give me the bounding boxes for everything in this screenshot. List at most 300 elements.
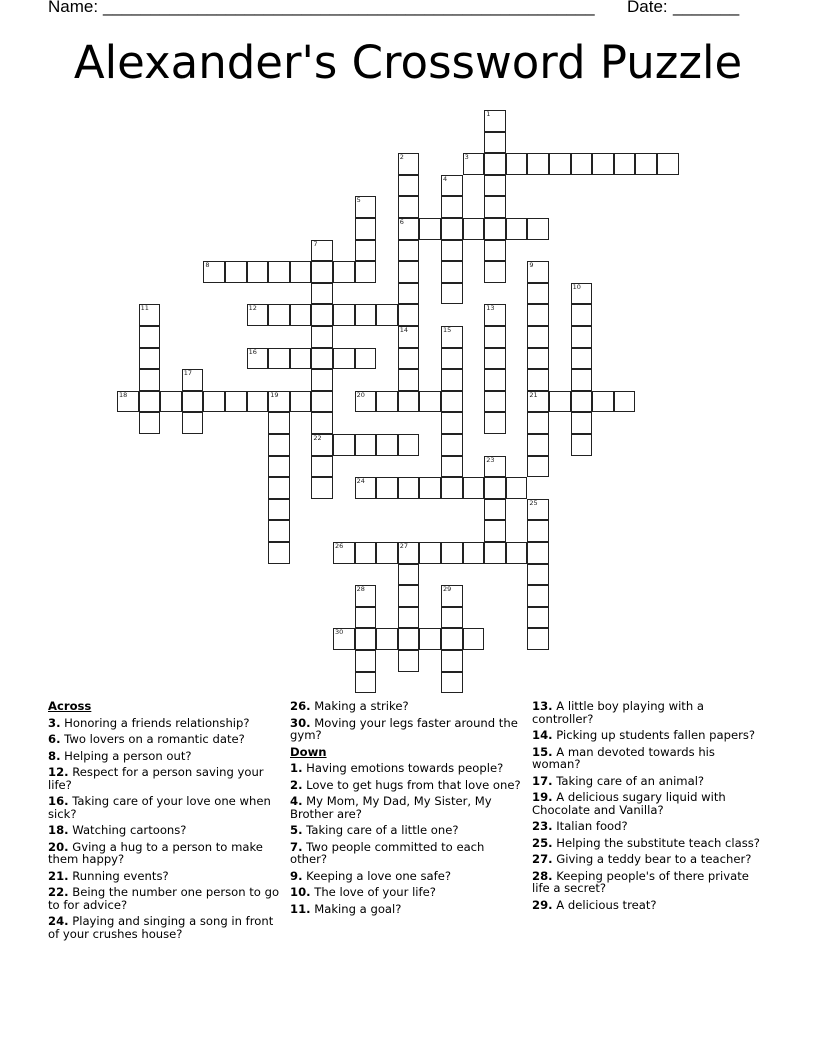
clue-item (48, 750, 280, 763)
grid-cell[interactable] (571, 391, 593, 413)
cell-number: 5 (356, 196, 361, 205)
grid-cell[interactable] (268, 304, 290, 326)
clues-column-2 (290, 700, 522, 919)
clue-text: Gving a hug to a person to make them happy? (48, 839, 263, 866)
grid-cell[interactable] (484, 175, 506, 197)
grid-cell[interactable] (441, 261, 463, 283)
grid-cell[interactable] (484, 348, 506, 370)
grid-cell[interactable] (333, 261, 355, 283)
grid-cell[interactable] (290, 261, 312, 283)
grid-cell[interactable] (117, 391, 139, 413)
grid-cell[interactable] (311, 456, 333, 478)
grid-cell[interactable] (203, 391, 225, 413)
grid-cell[interactable] (484, 110, 506, 132)
cell-number: 27 (399, 542, 409, 550)
grid-cell[interactable] (506, 542, 528, 564)
grid-cell[interactable] (527, 607, 549, 629)
grid-cell[interactable] (268, 412, 290, 434)
clue-item (48, 824, 280, 837)
clue-number: 27. (532, 852, 553, 866)
grid-cell[interactable] (376, 477, 398, 499)
grid-cell[interactable] (355, 628, 377, 650)
cell-number: 14 (399, 326, 409, 334)
clue-text: Love to get hugs from that love one? (306, 777, 521, 792)
grid-cell[interactable] (441, 218, 463, 240)
grid-cell[interactable] (484, 196, 506, 218)
grid-cell[interactable] (484, 326, 506, 348)
cell-number: 6 (399, 218, 404, 226)
grid-cell[interactable] (441, 240, 463, 262)
clue-item (48, 841, 280, 866)
clue-number: 15. (532, 744, 553, 759)
clue-text: Helping the substitute teach class? (556, 835, 760, 850)
clue-text: Two people committed to each other? (290, 839, 485, 866)
grid-cell[interactable] (441, 196, 463, 218)
grid-cell[interactable] (398, 391, 420, 413)
grid-cell[interactable] (527, 261, 549, 283)
grid-cell[interactable] (614, 153, 636, 175)
clue-item (532, 729, 764, 742)
grid-cell[interactable] (527, 520, 549, 542)
grid-cell[interactable] (398, 477, 420, 499)
grid-cell[interactable] (376, 628, 398, 650)
grid-cell[interactable] (333, 628, 355, 650)
grid-cell[interactable] (355, 607, 377, 629)
grid-cell[interactable] (527, 391, 549, 413)
grid-cell[interactable] (398, 434, 420, 456)
clue-number: 3. (48, 715, 61, 730)
clue-item (532, 746, 764, 771)
clue-item (48, 766, 280, 791)
grid-cell[interactable] (506, 218, 528, 240)
grid-cell[interactable] (268, 542, 290, 564)
name-label: Name: (48, 0, 99, 16)
cell-number: 29 (443, 585, 452, 594)
grid-cell[interactable] (527, 456, 549, 478)
clue-text: Helping a person out? (64, 748, 192, 763)
grid-cell[interactable] (247, 304, 269, 326)
clue-text: Watching cartoons? (72, 823, 187, 837)
cell-number: 17 (183, 369, 193, 378)
grid-cell[interactable] (139, 304, 161, 326)
clue-number: 29. (532, 897, 553, 912)
grid-cell[interactable] (441, 412, 463, 434)
grid-cell[interactable] (441, 456, 463, 478)
grid-cell[interactable] (419, 542, 441, 564)
grid-cell[interactable] (571, 304, 593, 326)
grid-cell[interactable] (398, 196, 420, 218)
grid-cell[interactable] (398, 564, 420, 586)
grid-cell[interactable] (376, 304, 398, 326)
grid-cell[interactable] (139, 412, 161, 434)
clue-item (48, 915, 280, 940)
clue-number: 23. (532, 819, 553, 833)
clue-text: Running events? (72, 868, 169, 883)
clue-number: 24. (48, 914, 69, 928)
grid-cell[interactable] (398, 261, 420, 283)
across-heading: Across (48, 699, 92, 713)
clue-text: Taking care of an animal? (556, 773, 705, 788)
cell-number: 28 (356, 585, 365, 594)
clue-number: 22. (48, 885, 69, 899)
grid-cell[interactable] (549, 153, 571, 175)
clue-item (290, 903, 522, 916)
clue-text: Making a goal? (314, 901, 402, 916)
clue-number: 12. (48, 765, 69, 779)
grid-cell[interactable] (268, 348, 290, 370)
grid-cell[interactable] (527, 218, 549, 240)
grid-cell[interactable] (376, 542, 398, 564)
grid-cell[interactable] (463, 628, 485, 650)
grid-cell[interactable] (268, 477, 290, 499)
clue-text: A little boy playing with a controller? (532, 699, 704, 726)
clue-text: Two lovers on a romantic date? (64, 732, 245, 746)
grid-cell[interactable] (441, 391, 463, 413)
grid-cell[interactable] (311, 434, 333, 456)
grid-cell[interactable] (441, 477, 463, 499)
grid-cell[interactable] (398, 348, 420, 370)
grid-cell[interactable] (484, 261, 506, 283)
clue-number: 18. (48, 823, 69, 837)
grid-cell[interactable] (441, 585, 463, 607)
grid-cell[interactable] (441, 348, 463, 370)
clue-text: The love of your life? (314, 885, 436, 899)
grid-cell[interactable] (484, 218, 506, 240)
clue-number: 25. (532, 835, 553, 850)
clue-number: 16. (48, 794, 69, 808)
grid-cell[interactable] (311, 283, 333, 305)
grid-cell[interactable] (311, 326, 333, 348)
grid-cell[interactable] (484, 240, 506, 262)
clue-item (532, 775, 764, 788)
clue-number: 7. (290, 839, 303, 854)
grid-cell[interactable] (160, 391, 182, 413)
clue-item (290, 795, 522, 820)
grid-cell[interactable] (571, 153, 593, 175)
grid-cell[interactable] (290, 304, 312, 326)
grid-cell[interactable] (376, 391, 398, 413)
cell-number: 23 (486, 455, 495, 464)
grid-cell[interactable] (139, 326, 161, 348)
grid-cell[interactable] (355, 542, 377, 564)
clue-text: Italian food? (556, 819, 628, 833)
grid-cell[interactable] (225, 391, 247, 413)
clue-item (290, 886, 522, 899)
clue-item (290, 824, 522, 837)
grid-cell[interactable] (527, 412, 549, 434)
cell-number: 4 (443, 174, 448, 183)
grid-cell[interactable] (398, 628, 420, 650)
clue-text: Taking care of your love one when sick? (48, 794, 271, 821)
grid-cell[interactable] (355, 196, 377, 218)
grid-cell[interactable] (203, 261, 225, 283)
grid-cell[interactable] (463, 542, 485, 564)
grid-cell[interactable] (398, 175, 420, 197)
clue-text: Having emotions towards people? (306, 761, 504, 775)
grid-cell[interactable] (614, 391, 636, 413)
grid-cell[interactable] (139, 391, 161, 413)
grid-cell[interactable] (398, 240, 420, 262)
grid-cell[interactable] (484, 456, 506, 478)
grid-cell[interactable] (571, 348, 593, 370)
grid-cell[interactable] (182, 369, 204, 391)
grid-cell[interactable] (398, 304, 420, 326)
grid-cell[interactable] (484, 132, 506, 154)
clue-number: 11. (290, 901, 311, 916)
grid-cell[interactable] (333, 542, 355, 564)
grid-cell[interactable] (592, 153, 614, 175)
clue-number: 13. (532, 699, 553, 713)
grid-cell[interactable] (247, 391, 269, 413)
grid-cell[interactable] (549, 391, 571, 413)
grid-cell[interactable] (571, 369, 593, 391)
grid-cell[interactable] (506, 153, 528, 175)
grid-cell[interactable] (571, 434, 593, 456)
grid-cell[interactable] (463, 153, 485, 175)
clue-text: A delicious sugary liquid with Chocolate and Vanilla? (532, 790, 726, 817)
grid-cell[interactable] (290, 348, 312, 370)
grid-cell[interactable] (139, 348, 161, 370)
grid-cell[interactable] (398, 607, 420, 629)
clues-column-3 (532, 700, 764, 915)
grid-cell[interactable] (355, 391, 377, 413)
grid-cell[interactable] (484, 412, 506, 434)
clue-text: Being the number one person to go to for advice? (48, 885, 280, 912)
grid-cell[interactable] (268, 499, 290, 521)
grid-cell[interactable] (376, 434, 398, 456)
cell-number: 7 (313, 239, 318, 248)
down-heading: Down (290, 744, 327, 759)
clue-number: 19. (532, 790, 553, 804)
grid-cell[interactable] (333, 434, 355, 456)
grid-cell[interactable] (441, 175, 463, 197)
grid-cell[interactable] (527, 628, 549, 650)
clue-number: 4. (290, 794, 303, 808)
grid-cell[interactable] (355, 348, 377, 370)
grid-cell[interactable] (527, 434, 549, 456)
clue-number: 5. (290, 823, 303, 837)
grid-cell[interactable] (311, 304, 333, 326)
name-field[interactable]: ____________________________________________________ (103, 0, 595, 16)
cell-number: 3 (464, 153, 469, 162)
cell-number: 9 (529, 261, 534, 270)
grid-cell[interactable] (311, 412, 333, 434)
grid-cell[interactable] (398, 326, 420, 348)
clue-text: Playing and singing a song in front of your crushes house? (48, 914, 274, 941)
clues-column-1 (48, 700, 280, 944)
grid-cell[interactable] (635, 153, 657, 175)
clue-item (48, 795, 280, 820)
grid-cell[interactable] (463, 218, 485, 240)
grid-cell[interactable] (571, 283, 593, 305)
clue-number: 14. (532, 728, 553, 742)
grid-cell[interactable] (398, 218, 420, 240)
clue-item (48, 717, 280, 730)
grid-cell[interactable] (268, 456, 290, 478)
grid-cell[interactable] (311, 240, 333, 262)
grid-cell[interactable] (419, 477, 441, 499)
grid-cell[interactable] (506, 477, 528, 499)
grid-cell[interactable] (355, 672, 377, 694)
clue-item (532, 870, 764, 895)
grid-cell[interactable] (527, 283, 549, 305)
grid-cell[interactable] (527, 326, 549, 348)
grid-cell[interactable] (355, 240, 377, 262)
clue-item (290, 700, 522, 713)
grid-cell[interactable] (484, 477, 506, 499)
grid-cell[interactable] (419, 391, 441, 413)
grid-cell[interactable] (441, 434, 463, 456)
grid-cell[interactable] (311, 261, 333, 283)
clue-number: 2. (290, 777, 303, 792)
grid-cell[interactable] (268, 520, 290, 542)
grid-cell[interactable] (225, 261, 247, 283)
grid-cell[interactable] (398, 585, 420, 607)
grid-cell[interactable] (247, 261, 269, 283)
grid-cell[interactable] (268, 261, 290, 283)
grid-cell[interactable] (657, 153, 679, 175)
grid-cell[interactable] (441, 326, 463, 348)
grid-cell[interactable] (398, 542, 420, 564)
grid-cell[interactable] (527, 585, 549, 607)
clue-number: 9. (290, 868, 303, 883)
cell-number: 15 (443, 326, 452, 334)
clue-number: 26. (290, 699, 311, 713)
grid-cell[interactable] (311, 369, 333, 391)
cell-number: 26 (335, 542, 344, 550)
grid-cell[interactable] (571, 326, 593, 348)
cell-number: 30 (335, 628, 344, 637)
clue-text: Making a strike? (314, 699, 409, 713)
clue-number: 8. (48, 748, 61, 763)
grid-cell[interactable] (484, 542, 506, 564)
grid-cell[interactable] (441, 369, 463, 391)
cell-number: 24 (356, 477, 365, 486)
grid-cell[interactable] (419, 218, 441, 240)
grid-cell[interactable] (355, 434, 377, 456)
grid-cell[interactable] (398, 650, 420, 672)
grid-cell[interactable] (441, 672, 463, 694)
grid-cell[interactable] (355, 261, 377, 283)
clue-item (532, 820, 764, 833)
clue-text: Moving your legs faster around the gym? (290, 715, 518, 742)
grid-cell[interactable] (311, 348, 333, 370)
grid-cell[interactable] (247, 348, 269, 370)
grid-cell[interactable] (355, 218, 377, 240)
grid-cell[interactable] (484, 153, 506, 175)
grid-cell[interactable] (182, 391, 204, 413)
grid-cell[interactable] (441, 283, 463, 305)
grid-cell[interactable] (484, 304, 506, 326)
cell-number: 18 (119, 390, 128, 399)
grid-cell[interactable] (527, 348, 549, 370)
grid-cell[interactable] (441, 607, 463, 629)
cell-number: 22 (313, 434, 322, 442)
clue-text: Taking care of a little one? (306, 823, 459, 837)
grid-cell[interactable] (398, 283, 420, 305)
grid-cell[interactable] (311, 477, 333, 499)
grid-cell[interactable] (527, 153, 549, 175)
grid-cell[interactable] (355, 304, 377, 326)
grid-cell[interactable] (484, 520, 506, 542)
clue-text: Keeping people's of there private life a secret? (532, 868, 749, 895)
grid-cell[interactable] (441, 650, 463, 672)
clue-number: 20. (48, 839, 69, 854)
grid-cell[interactable] (441, 628, 463, 650)
cell-number: 20 (356, 390, 365, 399)
puzzle-title: Alexander's Crossword Puzzle (73, 36, 743, 89)
grid-cell[interactable] (268, 391, 290, 413)
grid-cell[interactable] (139, 369, 161, 391)
grid-cell[interactable] (398, 153, 420, 175)
grid-cell[interactable] (592, 391, 614, 413)
clue-text: Giving a teddy bear to a teacher? (556, 852, 752, 866)
clue-item (290, 762, 522, 775)
clue-number: 1. (290, 761, 303, 775)
grid-cell[interactable] (484, 369, 506, 391)
grid-cell[interactable] (182, 412, 204, 434)
date-field[interactable]: _______ (673, 0, 740, 16)
clue-number: 6. (48, 732, 61, 746)
clue-number: 28. (532, 868, 553, 883)
clue-number: 21. (48, 868, 69, 883)
clue-item (532, 837, 764, 850)
clue-text: Keeping a love one safe? (306, 868, 451, 883)
grid-cell[interactable] (441, 542, 463, 564)
grid-cell[interactable] (290, 391, 312, 413)
cell-number: 12 (248, 304, 257, 313)
clue-number: 17. (532, 773, 553, 788)
grid-cell[interactable] (355, 585, 377, 607)
clue-item (290, 841, 522, 866)
grid-cell[interactable] (268, 434, 290, 456)
grid-cell[interactable] (527, 542, 549, 564)
grid-cell[interactable] (333, 304, 355, 326)
clue-text: Respect for a person saving your life? (48, 765, 264, 792)
clue-item (48, 733, 280, 746)
cell-number: 25 (529, 498, 538, 507)
grid-cell[interactable] (355, 650, 377, 672)
grid-cell[interactable] (527, 304, 549, 326)
grid-cell[interactable] (527, 564, 549, 586)
clue-number: 30. (290, 715, 311, 730)
grid-cell[interactable] (419, 628, 441, 650)
clue-item (48, 870, 280, 883)
clue-text: My Mom, My Dad, My Sister, My Brother are? (290, 794, 492, 821)
clue-text: A delicious treat? (556, 897, 657, 912)
grid-cell[interactable] (355, 477, 377, 499)
clue-text: Picking up students fallen papers? (556, 728, 756, 742)
clue-item (532, 700, 764, 725)
grid-cell[interactable] (398, 369, 420, 391)
clue-item (290, 779, 522, 792)
grid-cell[interactable] (527, 369, 549, 391)
clue-item (532, 791, 764, 816)
grid-cell[interactable] (484, 499, 506, 521)
cell-number: 21 (529, 390, 538, 399)
grid-cell[interactable] (463, 477, 485, 499)
clue-item (532, 899, 764, 912)
grid-cell[interactable] (311, 391, 333, 413)
cell-number: 8 (205, 261, 210, 270)
grid-cell[interactable] (571, 412, 593, 434)
cell-number: 13 (486, 304, 495, 313)
clue-item (48, 886, 280, 911)
grid-cell[interactable] (333, 348, 355, 370)
cell-number: 2 (399, 153, 404, 162)
grid-cell[interactable] (527, 499, 549, 521)
grid-cell[interactable] (484, 391, 506, 413)
